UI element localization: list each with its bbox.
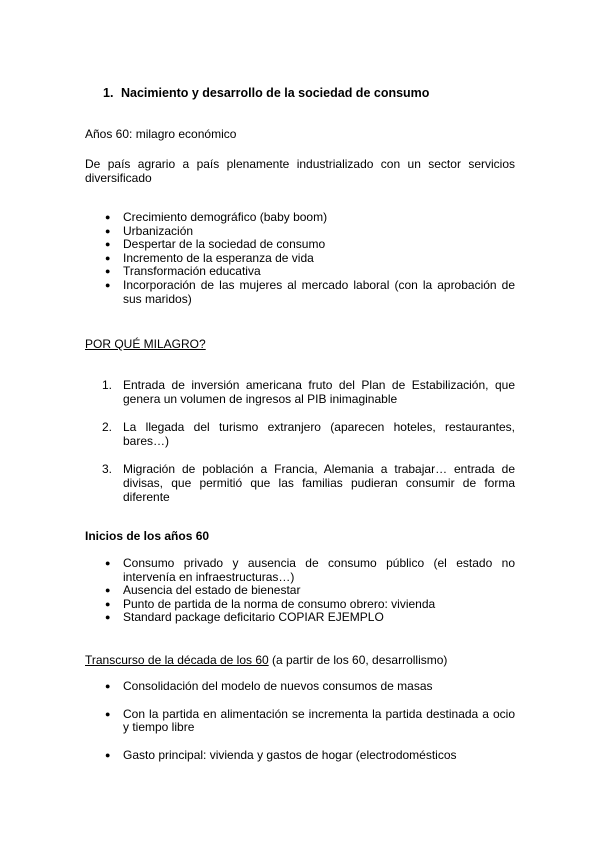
bullet-list-sixties xyxy=(85,557,515,625)
list-item: ● Ausencia del estado de bienestar xyxy=(85,584,515,598)
item-text: Migración de población a Francia, Alemania a trabajar… entrada de divisas, que permitió que las familias pudieran consumir de forma diferente xyxy=(123,462,515,504)
decade-heading xyxy=(85,653,515,667)
list-item: ● Incorporación de las mujeres al mercado laboral (con la aprobación de sus maridos) xyxy=(85,279,515,306)
decade-heading-underlined: Transcurso de la década de los 60 xyxy=(85,653,269,667)
list-item: ● Crecimiento demográfico (baby boom) xyxy=(85,211,515,225)
section-number: 1. xyxy=(103,86,114,100)
decade-heading-rest: (a partir de los 60, desarrollismo) xyxy=(268,653,448,667)
why-heading: POR QUÉ MILAGRO? xyxy=(85,337,206,351)
item-number: 2. xyxy=(102,420,113,434)
section-title xyxy=(103,86,533,100)
item-text: La llegada del turismo extranjero (aparecen hoteles, restaurantes, bares…) xyxy=(123,420,515,448)
list-item xyxy=(85,378,515,406)
bullet-list-decade xyxy=(85,680,515,762)
list-item: ● Urbanización xyxy=(85,225,515,239)
list-item: ● Con la partida en alimentación se incrementa la partida destinada a ocio y tiempo libre xyxy=(85,708,515,735)
numbered-list-reasons xyxy=(85,378,515,504)
list-item: ● Gasto principal: vivienda y gastos de hogar (electrodomésticos xyxy=(85,749,515,763)
list-item: ● Consolidación del modelo de nuevos consumos de masas xyxy=(85,680,515,694)
list-item: ● Transformación educativa xyxy=(85,265,515,279)
bullet-list-factors xyxy=(85,211,515,306)
list-item xyxy=(85,462,515,504)
list-item: ● Despertar de la sociedad de consumo xyxy=(85,238,515,252)
item-number: 3. xyxy=(102,462,113,476)
list-item: ● Standard package deficitario COPIAR EJEMPLO xyxy=(85,611,515,625)
list-item: ● Incremento de la esperanza de vida xyxy=(85,252,515,266)
item-text: Entrada de inversión americana fruto del Plan de Estabilización, que genera un volumen de ingresos al PIB inimaginable xyxy=(123,378,515,406)
subtitle: Años 60: milagro económico xyxy=(85,127,237,141)
list-item: ● Punto de partida de la norma de consumo obrero: vivienda xyxy=(85,598,515,612)
item-number: 1. xyxy=(102,378,113,392)
section-title-text: Nacimiento y desarrollo de la sociedad de consumo xyxy=(121,86,430,100)
sixties-heading: Inicios de los años 60 xyxy=(85,529,210,543)
intro-paragraph: De país agrario a país plenamente industrializado con un sector servicios diversificado xyxy=(85,157,515,185)
list-item xyxy=(85,420,515,448)
list-item: ● Consumo privado y ausencia de consumo público (el estado no intervenía en infraestructuras…) xyxy=(85,557,515,584)
